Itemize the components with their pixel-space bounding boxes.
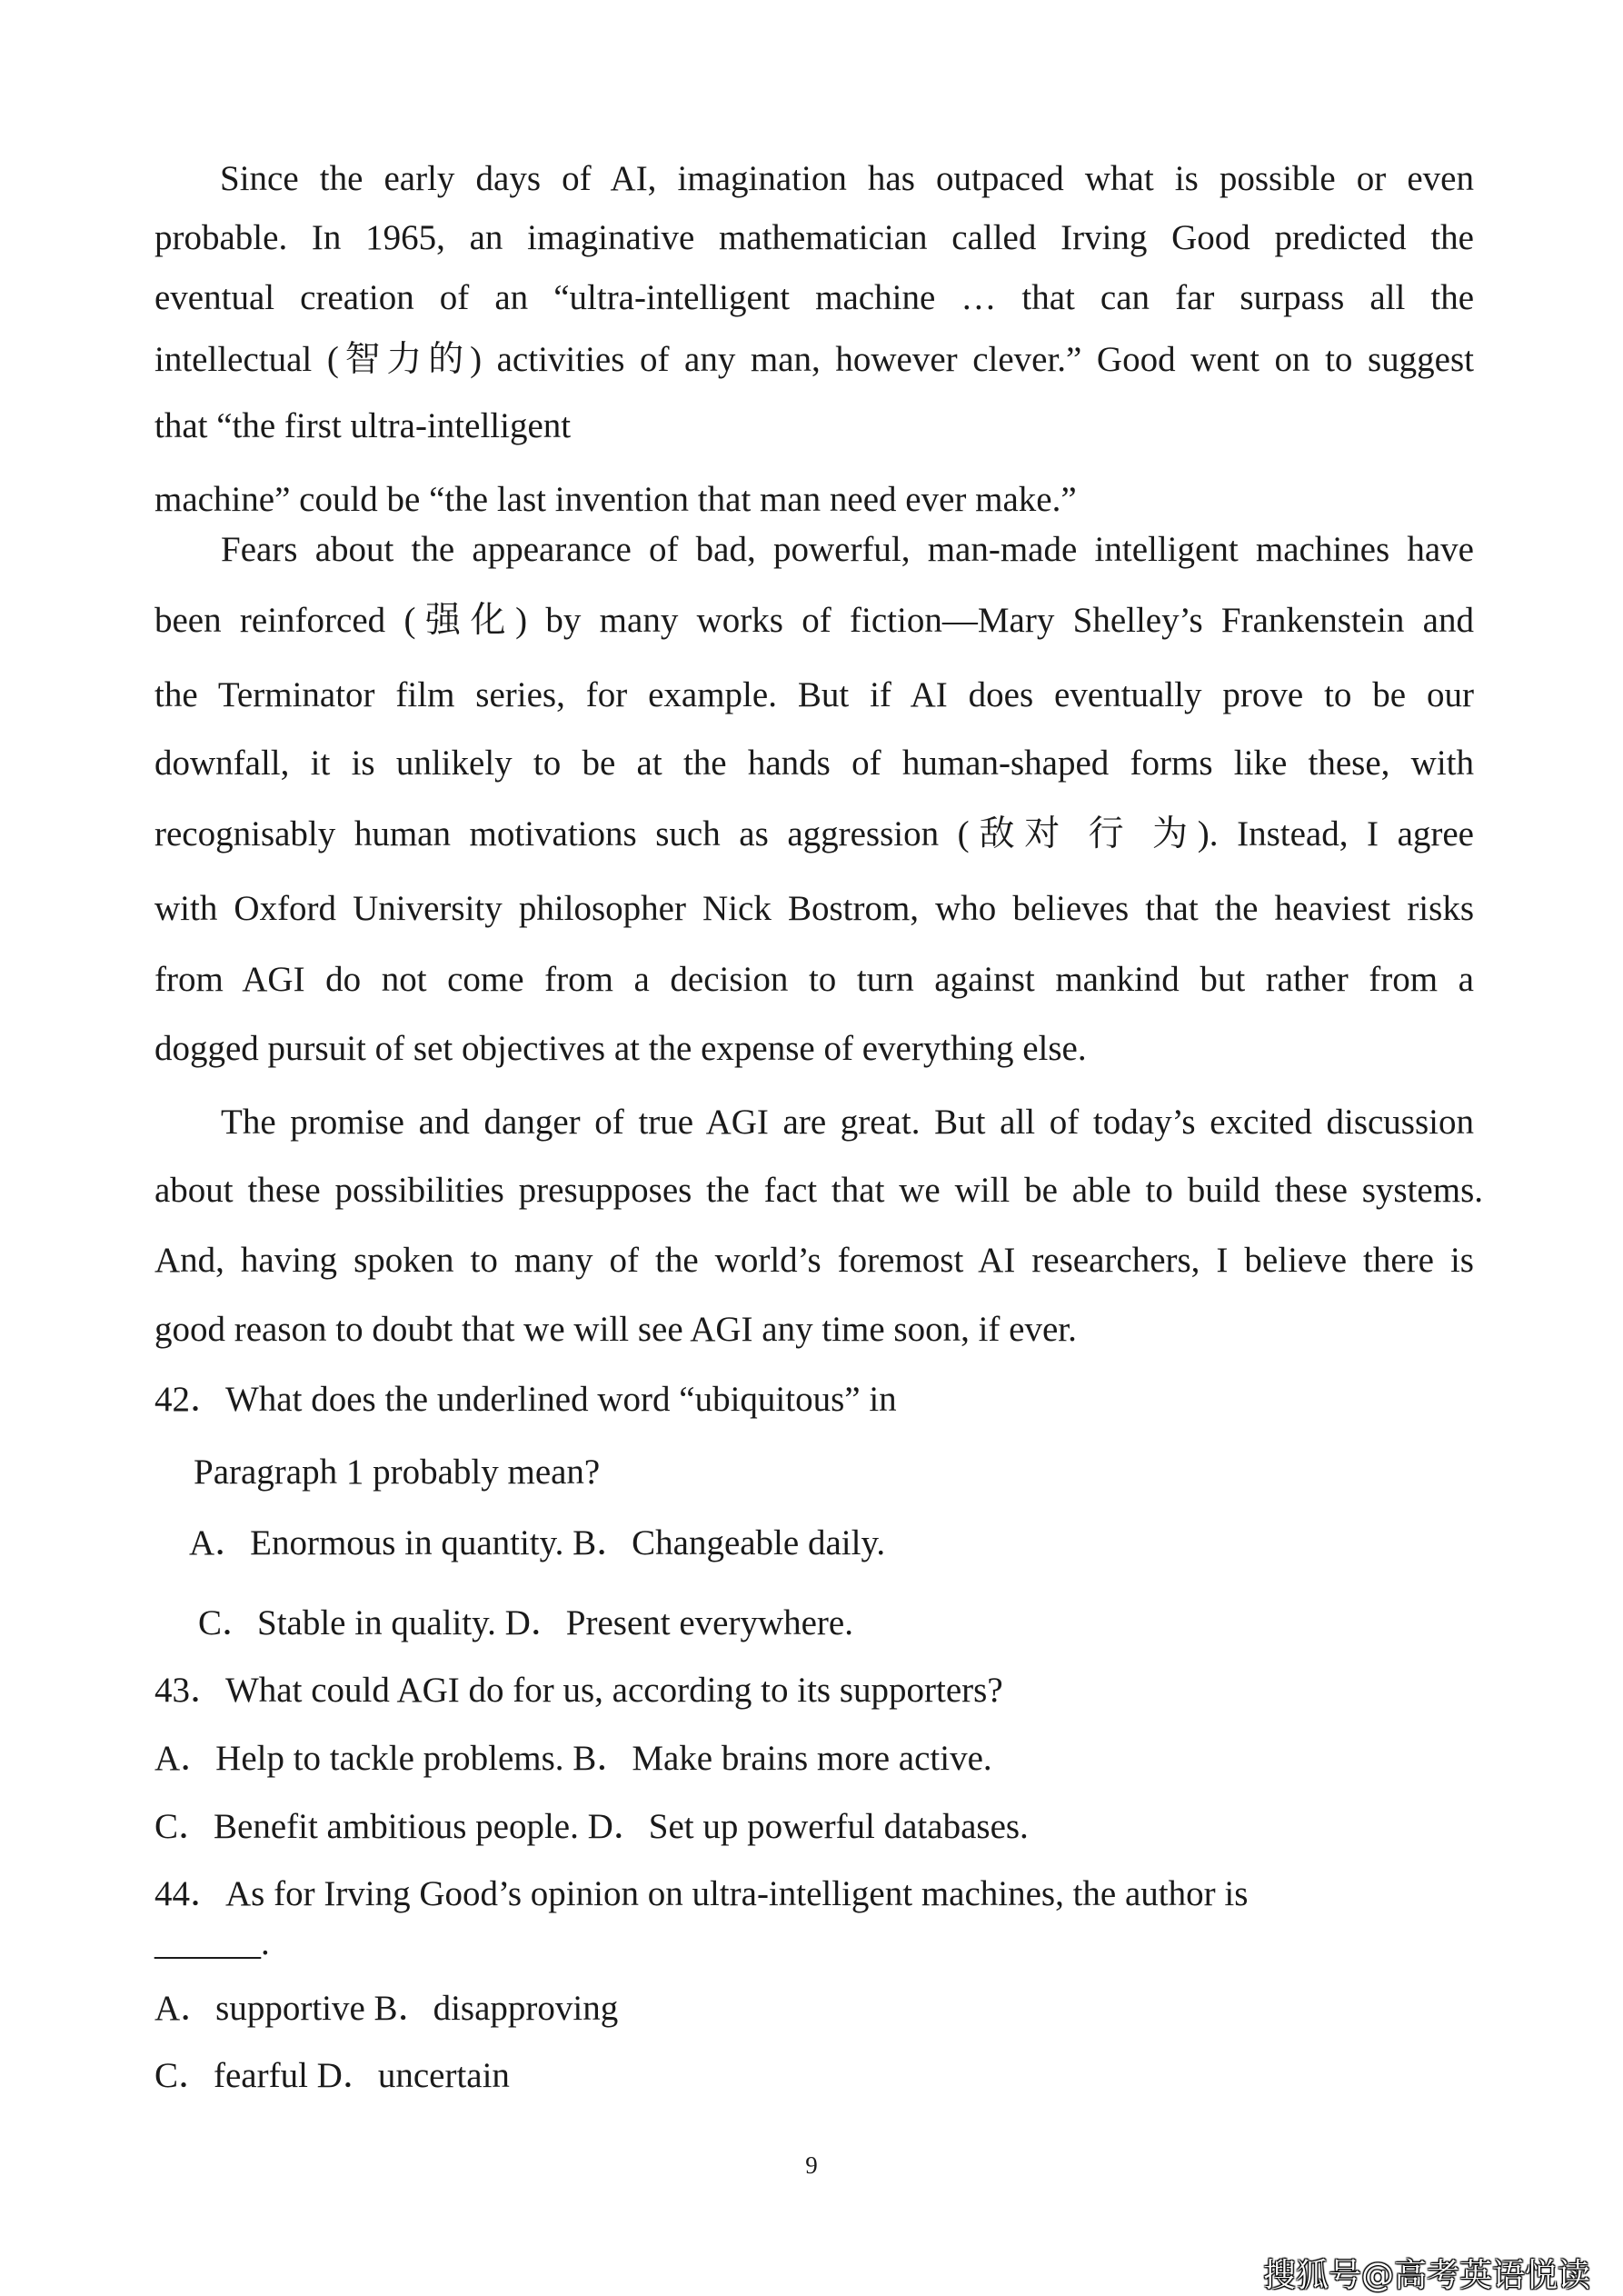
passage-line: downfall, it is unlikely to be at the hands of human-shaped forms like these, with [154,744,1474,783]
question-44-options-ab: A．supportive B．disapproving [154,1989,619,2028]
passage-line: intellectual (智力的) activities of any man, however clever.” Good went on to suggest [154,340,1474,379]
question-43-stem: 43．What could AGI do for us, according to its supporters? [154,1671,1003,1710]
passage-line: dogged pursuit of set objectives at the expense of everything else. [154,1029,1087,1068]
watermark: 搜狐号@高考英语悦读 [1262,2257,1590,2294]
passage-line: The promise and danger of true AGI are great. But all of today’s excited discussion [221,1103,1474,1142]
question-42-stem-cont: Paragraph 1 probably mean? [194,1452,601,1492]
passage-line: recognisably human motivations such as aggression (敌对 行 为). Instead, I agree [154,814,1474,854]
page-number: 9 [805,2151,818,2179]
passage-line: about these possibilities presupposes the fact that we will be able to build these systems. [154,1171,1483,1210]
passage-line: good reason to doubt that we will see AGI any time soon, if ever. [154,1310,1077,1349]
question-42-options-cd: C．Stable in quality. D．Present everywhere. [198,1603,853,1642]
question-44-blank: ______. [154,1923,270,1962]
question-43-options-cd: C．Benefit ambitious people. D．Set up powerful databases. [154,1807,1029,1846]
question-44-stem: 44．As for Irving Good’s opinion on ultra-intelligent machines, the author is [154,1874,1249,1913]
passage-line: from AGI do not come from a decision to turn against mankind but rather from a [154,960,1474,999]
passage-line: that “the first ultra-intelligent [154,406,572,445]
passage-line: with Oxford University philosopher Nick Bostrom, who believes that the heaviest risks [154,889,1474,928]
passage-line: probable. In 1965, an imaginative mathematician called Irving Good predicted the [154,218,1474,257]
passage-line: the Terminator film series, for example. But if AI does eventually prove to be our [154,675,1474,714]
question-42-options-ab: A．Enormous in quantity. B．Changeable daily. [189,1523,886,1562]
passage-line: eventual creation of an “ultra-intelligent machine … that can far surpass all the [154,278,1474,317]
passage-line: And, having spoken to many of the world’s foremost AI researchers, I believe there is [154,1241,1474,1280]
passage-line: machine” could be “the last invention that man need ever make.” [154,480,1077,519]
passage-line: Fears about the appearance of bad, powerful, man-made intelligent machines have [221,530,1474,569]
passage-line: been reinforced (强化) by many works of fiction—Mary Shelley’s Frankenstein and [154,601,1474,640]
question-42-stem: 42．What does the underlined word “ubiquitous” in [154,1380,897,1419]
question-44-options-cd: C．fearful D．uncertain [154,2056,510,2095]
passage-line: Since the early days of AI, imagination has outpaced what is possible or even [220,159,1474,198]
question-43-options-ab: A．Help to tackle problems. B．Make brains more active. [154,1739,992,1778]
